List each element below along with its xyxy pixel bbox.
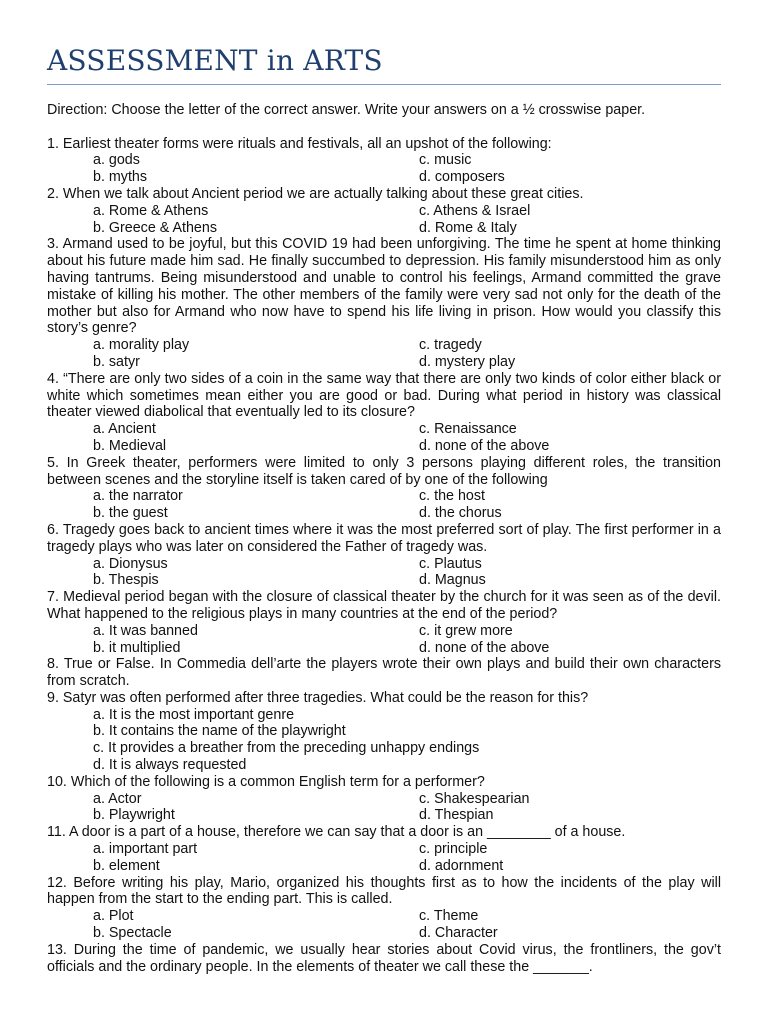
answer-option: c. tragedy <box>419 337 482 354</box>
answer-option: b. Medieval <box>93 437 167 454</box>
answer-option: c. Theme <box>419 908 479 925</box>
answer-option: a. It was banned <box>93 622 198 639</box>
answer-option: b. it multiplied <box>93 639 181 656</box>
question-stem: 8. True or False. In Commedia dell’arte the players wrote their own plays and build their own characters from scratch. <box>47 656 721 690</box>
question-stem: 10. Which of the following is a common English term for a performer? <box>47 773 485 790</box>
answer-option: c. it grew more <box>419 622 513 639</box>
answer-option: a. Ancient <box>93 421 156 438</box>
answer-option: b. Playwright <box>93 807 175 824</box>
question-8 <box>47 656 721 690</box>
answer-option: d. none of the above <box>419 639 550 656</box>
answer-option: d. adornment <box>419 857 504 874</box>
question-stem: 2. When we talk about Ancient period we are actually talking about these great cities. <box>47 185 584 202</box>
answer-option: c. Athens & Israel <box>419 202 531 219</box>
answer-option: d. It is always requested <box>93 757 247 774</box>
question-stem: 1. Earliest theater forms were rituals and festivals, all an upshot of the following: <box>47 135 552 152</box>
question-3 <box>47 236 721 370</box>
question-11 <box>47 824 721 874</box>
question-stem: 13. During the time of pandemic, we usually hear stories about Covid virus, the frontliners, the gov’t officials and the ordinary people. In the elements of theater we call these the _______. <box>47 941 721 975</box>
title-divider <box>47 84 721 85</box>
question-list <box>47 136 721 976</box>
answer-options <box>47 841 721 875</box>
answer-option: d. composers <box>419 169 505 186</box>
answer-option: d. the chorus <box>419 505 502 522</box>
question-stem: 4. “There are only two sides of a coin in the same way that there are only two kinds of color either black or white which sometimes mean either you are good or bad. During what period in history was classical theater viewed diabolical that eventually led to its closure? <box>47 370 721 421</box>
answer-option: c. It provides a breather from the preceding unhappy endings <box>93 740 480 757</box>
answer-option: b. satyr <box>93 353 140 370</box>
answer-option: a. important part <box>93 841 198 858</box>
answer-option: c. Plautus <box>419 555 482 572</box>
answer-option: c. the host <box>419 488 485 505</box>
answer-option: a. Actor <box>93 790 142 807</box>
answer-option: b. It contains the name of the playwright <box>93 723 346 740</box>
question-6 <box>47 522 721 589</box>
answer-option: c. Renaissance <box>419 421 517 438</box>
answer-option: c. music <box>419 152 472 169</box>
answer-option: a. Plot <box>93 908 134 925</box>
question-stem: 7. Medieval period began with the closure of classical theater by the church for it was seen as of the devil. What happened to the religious plays in many countries at the end of the period? <box>47 589 721 622</box>
answer-option: b. myths <box>93 169 148 186</box>
answer-option: b. element <box>93 857 160 874</box>
answer-option: d. mystery play <box>419 353 516 370</box>
question-10 <box>47 774 721 824</box>
question-9 <box>47 690 721 774</box>
answer-option: b. the guest <box>93 505 168 522</box>
question-2 <box>47 186 721 236</box>
question-7 <box>47 589 721 656</box>
answer-options <box>47 488 721 522</box>
question-stem: 6. Tragedy goes back to ancient times where it was the most preferred sort of play. The first performer in a tragedy plays who was later on considered the Father of tragedy was. <box>47 521 721 555</box>
answer-option: a. It is the most important genre <box>93 706 295 723</box>
assessment-body <box>47 102 721 975</box>
answer-options <box>47 556 721 590</box>
answer-option: c. Shakespearian <box>419 790 530 807</box>
answer-options <box>47 421 721 455</box>
question-5 <box>47 455 721 522</box>
question-12 <box>47 875 721 942</box>
answer-option: a. gods <box>93 152 140 169</box>
answer-option: a. morality play <box>93 337 190 354</box>
answer-option: c. principle <box>419 841 488 858</box>
question-13 <box>47 942 721 976</box>
question-1 <box>47 136 721 186</box>
direction-text: Direction: Choose the letter of the correct answer. Write your answers on a ½ crosswise paper. <box>47 102 646 118</box>
answer-options <box>47 791 721 825</box>
answer-option: a. Dionysus <box>93 555 168 572</box>
question-stem: 12. Before writing his play, Mario, organized his thoughts first as to how the incidents of the play will happen from the start to the ending part. This is called. <box>47 874 721 908</box>
answer-option: b. Thespis <box>93 572 159 589</box>
question-stem: 9. Satyr was often performed after three tragedies. What could be the reason for this? <box>47 689 589 706</box>
answer-option: b. Greece & Athens <box>93 219 217 236</box>
answer-options <box>47 707 721 774</box>
answer-options <box>47 623 721 657</box>
answer-options <box>47 337 721 371</box>
answer-option: d. none of the above <box>419 437 550 454</box>
answer-options <box>47 908 721 942</box>
answer-options <box>47 203 721 237</box>
question-stem: 5. In Greek theater, performers were limited to only 3 persons playing different roles, the transition between scenes and the storyline itself is taken cared of by one of the following <box>47 454 721 488</box>
answer-option: d. Character <box>419 925 498 942</box>
question-4 <box>47 371 721 455</box>
question-stem: 11. A door is a part of a house, therefore we can say that a door is an ________ of a house. <box>47 824 626 841</box>
answer-option: d. Magnus <box>419 572 486 589</box>
question-stem: 3. Armand used to be joyful, but this COVID 19 had been unforgiving. The time he spent at home thinking about his future made him sad. He finally succumbed to depression. His family misunderstood him as only having tantrums. Being misunderstood and unable to control his feelings, Armand committed the grave mistake of killing his mother. The other members of the family were very sad not only for the death of the mother but also for Armand who now have to spend his life living in prison. How would you classify this story’s genre? <box>47 236 721 337</box>
answer-options <box>47 152 721 186</box>
answer-option: d. Thespian <box>419 807 494 824</box>
answer-option: a. the narrator <box>93 488 183 505</box>
answer-option: a. Rome & Athens <box>93 202 209 219</box>
answer-option: d. Rome & Italy <box>419 219 517 236</box>
answer-option: b. Spectacle <box>93 925 172 942</box>
page-title: ASSESSMENT in ARTS <box>47 44 383 77</box>
